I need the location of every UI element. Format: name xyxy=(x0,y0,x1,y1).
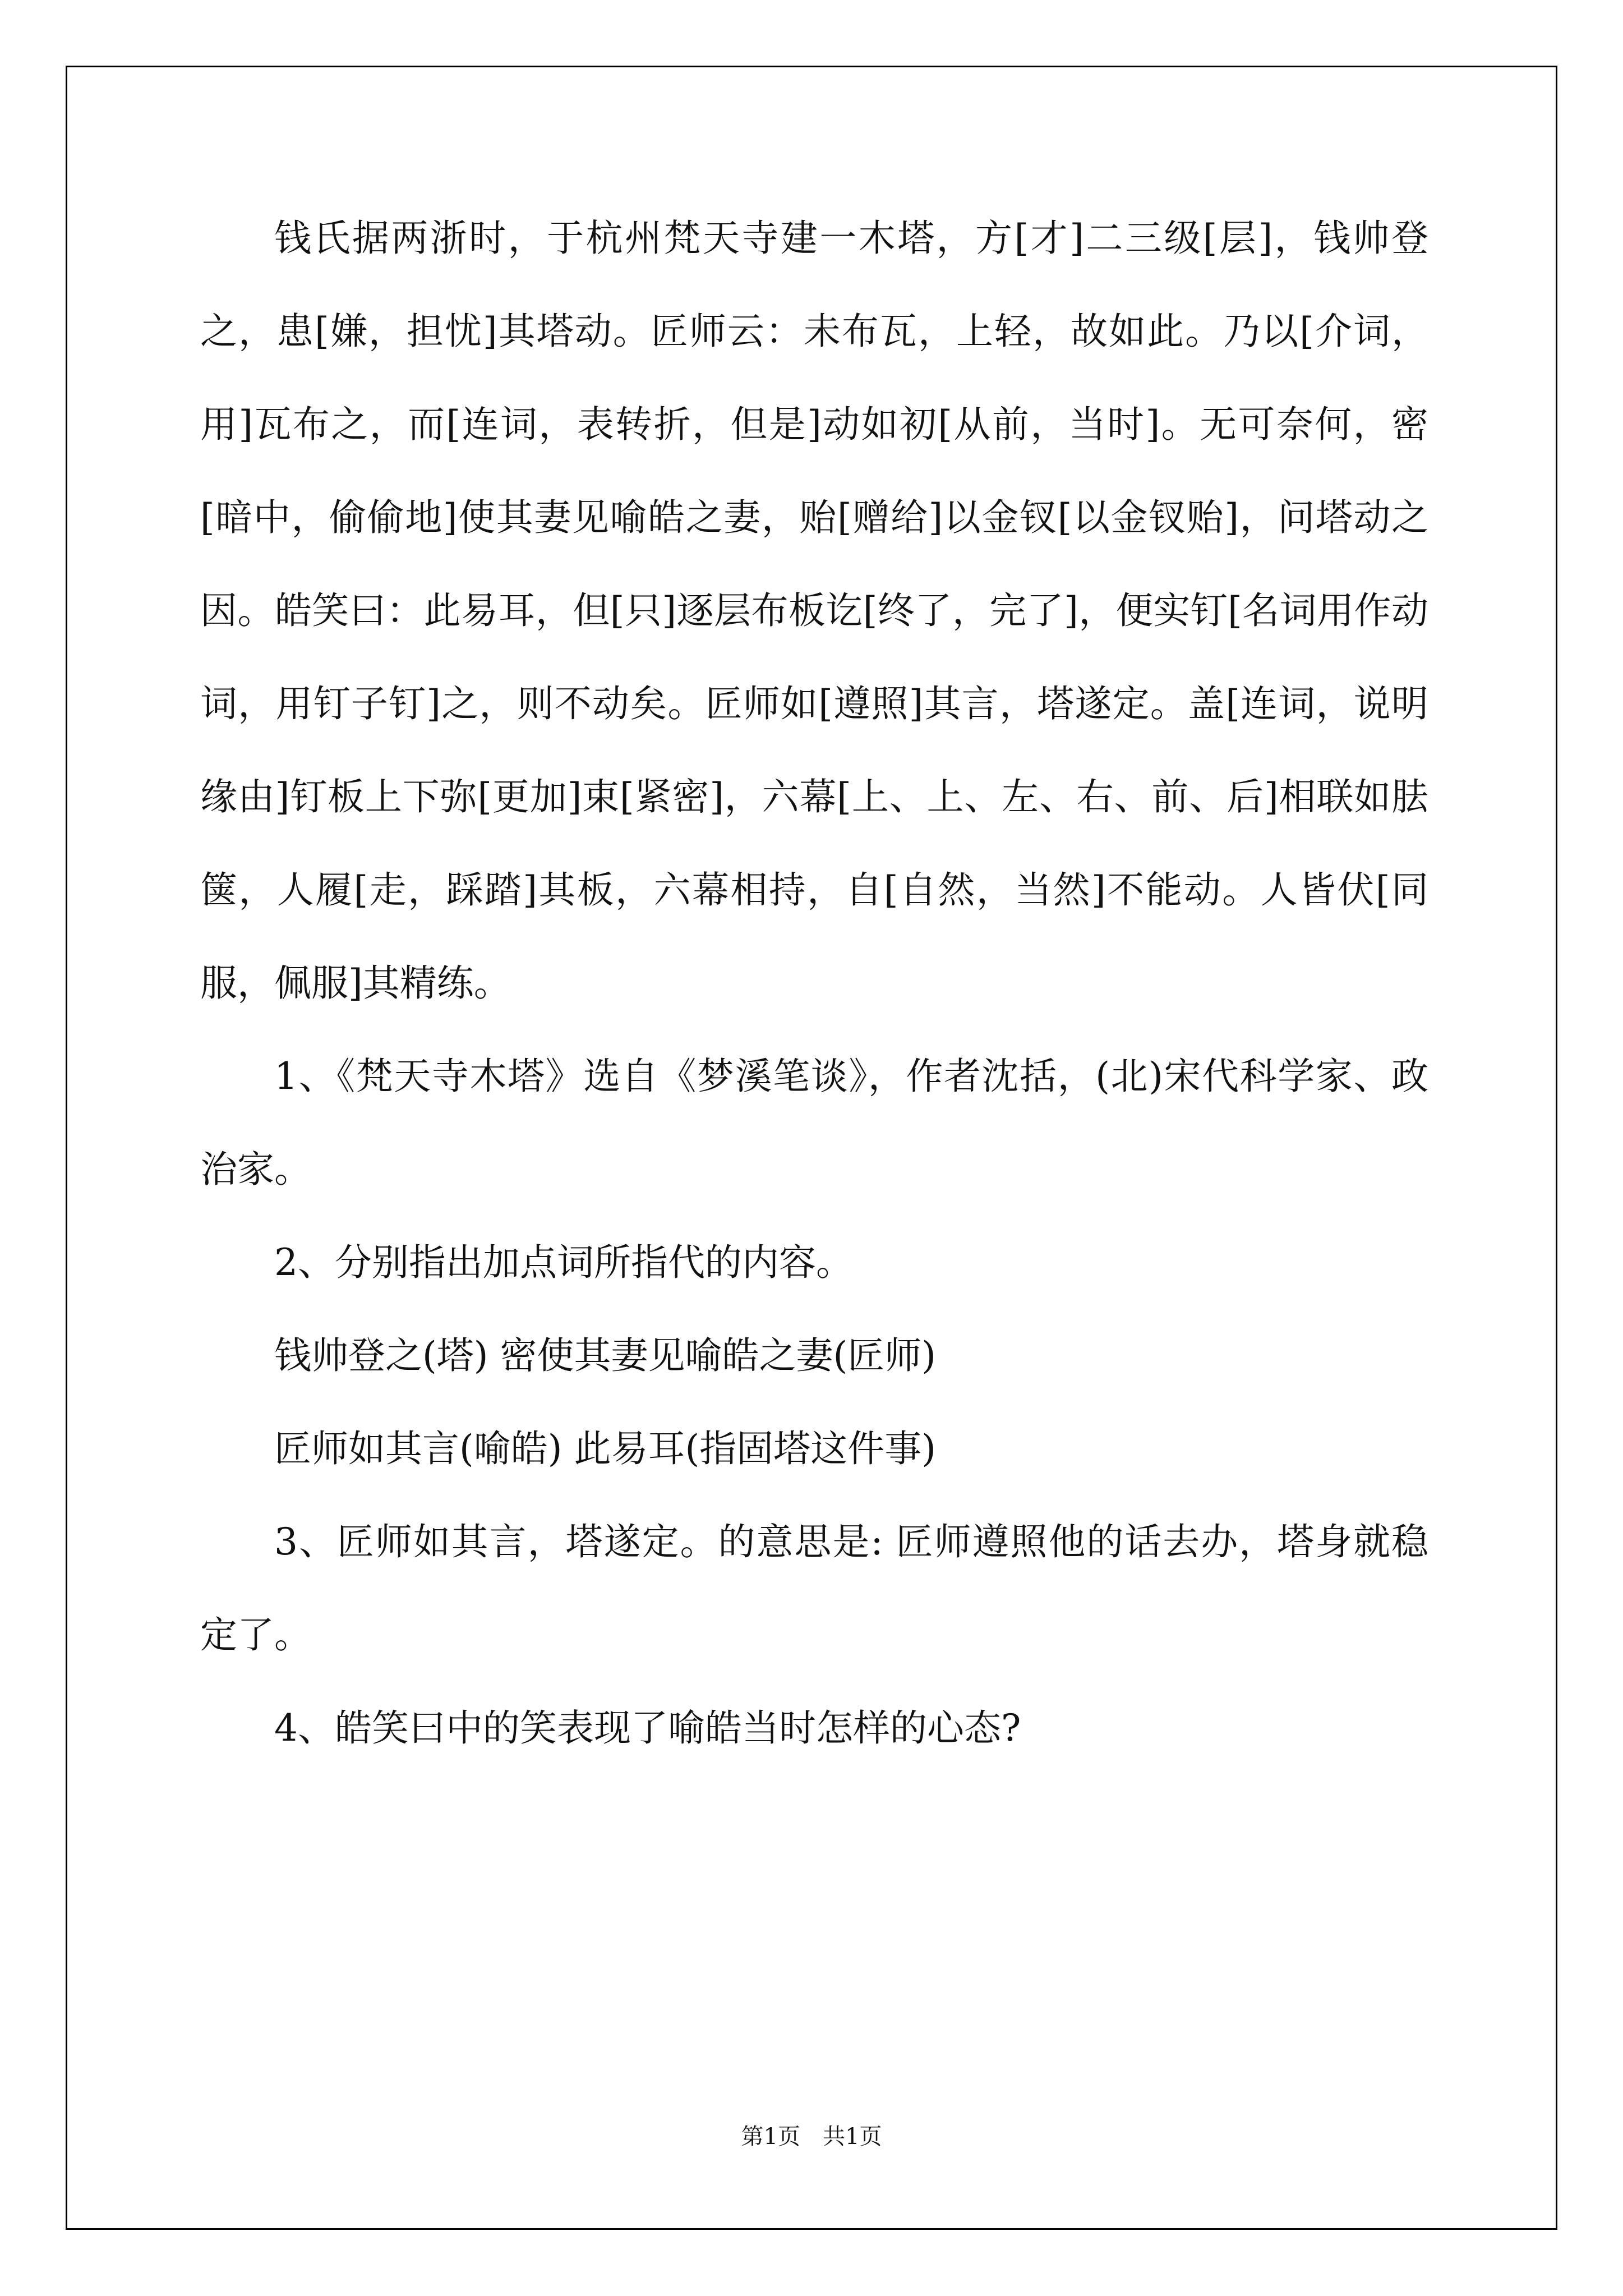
paragraph-answer-2a: 钱帅登之(塔) 密使其妻见喻皓之妻(匠师) xyxy=(274,1334,936,1377)
paragraph-passage: 钱氏据两浙时，于杭州梵天寺建一木塔，方[才]二三级[层]，钱帅登之，患[嫌，担忧]其塔动。匠师云：未布瓦，上轻，故如此。乃以[介词，用]瓦布之，而[连词，表转折，但是]动如初[从前，当时]。无可奈何，密[暗中，偷偷地]使其妻见喻皓之妻，贻[赠给]以金钗[以金钗贻]，问塔动之因。皓笑曰：此易耳，但[只]逐层布板讫[终了，完了]，便实钉[名词用作动词，用钉子钉]之，则不动矣。匠师如[遵照]其言，塔遂定。盖[连词，说明缘由]钉板上下弥[更加]束[紧密]，六幕[上、上、左、右、前、后]相联如胠箧，人履[走，踩踏]其板，六幕相持，自[自然，当然]不能动。人皆伏[同服，佩服]其精练。 xyxy=(200,217,1428,1005)
paragraph-answer-2b: 匠师如其言(喻皓) 此易耳(指固塔这件事) xyxy=(274,1427,936,1470)
document-body xyxy=(200,219,1428,1775)
paragraph-question-1: 1、《梵天寺木塔》选自《梦溪笔谈》，作者沈括，(北)宋代科学家、政治家。 xyxy=(200,1055,1428,1191)
paragraph-question-3: 3、匠师如其言，塔遂定。的意思是: 匠师遵照他的话去办，塔身就稳定了。 xyxy=(200,1520,1428,1657)
paragraph-question-4: 4、皓笑曰中的笑表现了喻皓当时怎样的心态? xyxy=(274,1706,1021,1750)
page-footer: 第1页 共1页 xyxy=(741,2124,882,2150)
paragraph-question-2: 2、分别指出加点词所指代的内容。 xyxy=(274,1241,853,1284)
